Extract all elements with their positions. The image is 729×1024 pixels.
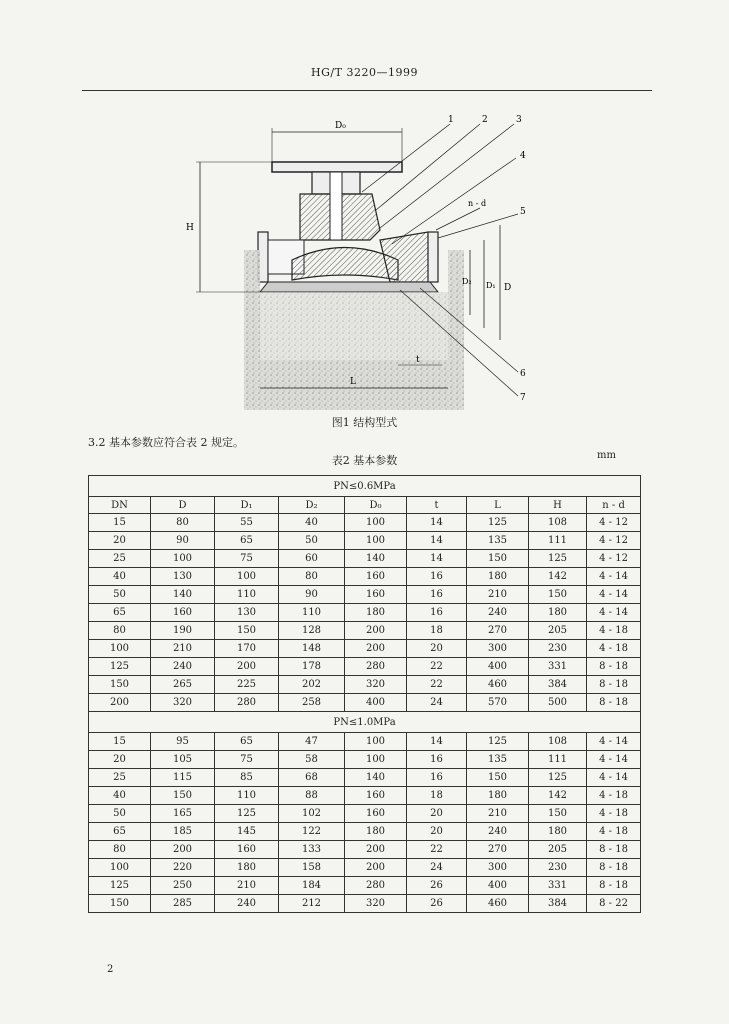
scan-shadow-mid	[260, 292, 448, 360]
table-cell: 58	[279, 751, 345, 769]
table-cell: 4 - 18	[587, 805, 641, 823]
table-cell: 4 - 14	[587, 586, 641, 604]
table-cell: 180	[467, 568, 529, 586]
table-cell: 210	[467, 805, 529, 823]
table-cell: 50	[279, 532, 345, 550]
table-cell: 55	[215, 514, 279, 532]
table-cell: 145	[215, 823, 279, 841]
table-cell: 200	[151, 841, 215, 859]
table-cell: 8 - 18	[587, 841, 641, 859]
table-cell: 400	[467, 658, 529, 676]
section-text: 3.2 基本参数应符合表 2 规定。	[88, 436, 244, 449]
table-cell: 20	[89, 751, 151, 769]
callout-3: 3	[516, 115, 522, 125]
table-cell: 331	[529, 658, 587, 676]
label-nd: n - d	[468, 199, 487, 208]
table-cell: 270	[467, 622, 529, 640]
table-cell: 384	[529, 895, 587, 913]
table-row	[89, 694, 641, 712]
table-cell: 160	[345, 586, 407, 604]
table-cell: 65	[215, 532, 279, 550]
table-cell: 111	[529, 532, 587, 550]
table-cell: 130	[151, 568, 215, 586]
table-cell: 85	[215, 769, 279, 787]
table-cell: 8 - 22	[587, 895, 641, 913]
table-cell: 205	[529, 841, 587, 859]
table-cell: 80	[151, 514, 215, 532]
table-cell: 150	[529, 805, 587, 823]
table-cell: 50	[89, 586, 151, 604]
column-header: L	[467, 497, 529, 514]
table-cell: 22	[407, 676, 467, 694]
table-cell: 50	[89, 805, 151, 823]
table-cell: 160	[151, 604, 215, 622]
figure-caption: 图1 结构型式	[331, 416, 398, 429]
table-cell: 200	[345, 640, 407, 658]
table-cell: 40	[89, 568, 151, 586]
table-row	[89, 733, 641, 751]
table-cell: 135	[467, 751, 529, 769]
valve-structure-figure	[180, 110, 560, 440]
table-cell: 265	[151, 676, 215, 694]
table-cell: 210	[215, 877, 279, 895]
label-h: H	[186, 223, 194, 233]
table-cell: 80	[279, 568, 345, 586]
table-cell: 90	[151, 532, 215, 550]
table-cell: 400	[467, 877, 529, 895]
table-cell: 210	[467, 586, 529, 604]
table-cell: 250	[151, 877, 215, 895]
table-cell: 8 - 18	[587, 676, 641, 694]
table-cell: 180	[529, 604, 587, 622]
table-cell: 180	[215, 859, 279, 877]
column-header: D₀	[345, 497, 407, 514]
table-cell: 125	[89, 877, 151, 895]
table-cell: 20	[407, 823, 467, 841]
leader-5	[438, 214, 518, 238]
table-cell: 75	[215, 751, 279, 769]
table-cell: 140	[345, 550, 407, 568]
label-d: D	[504, 283, 512, 293]
table-cell: 47	[279, 733, 345, 751]
table-cell: 202	[279, 676, 345, 694]
table-cell: 178	[279, 658, 345, 676]
table-cell: 18	[407, 787, 467, 805]
table-cell: 105	[151, 751, 215, 769]
table-cell: 4 - 14	[587, 751, 641, 769]
table-cell: 88	[279, 787, 345, 805]
table-cell: 100	[345, 532, 407, 550]
table-cell: 125	[467, 514, 529, 532]
table-cell: 570	[467, 694, 529, 712]
table-cell: 133	[279, 841, 345, 859]
table-cell: 230	[529, 859, 587, 877]
table-cell: 150	[467, 550, 529, 568]
table-cell: 190	[151, 622, 215, 640]
table-cell: 258	[279, 694, 345, 712]
callout-6: 6	[520, 369, 526, 379]
table-cell: 90	[279, 586, 345, 604]
table-cell: 200	[89, 694, 151, 712]
table-cell: 128	[279, 622, 345, 640]
pressure-class-label: PN≤0.6MPa	[89, 476, 641, 497]
table-cell: 180	[529, 823, 587, 841]
pressure-class-row	[89, 476, 641, 497]
table-row	[89, 676, 641, 694]
table-cell: 140	[345, 769, 407, 787]
table-cell: 150	[529, 586, 587, 604]
callout-1: 1	[448, 115, 454, 125]
table-cell: 25	[89, 769, 151, 787]
table-cell: 95	[151, 733, 215, 751]
table-cell: 230	[529, 640, 587, 658]
table-cell: 400	[345, 694, 407, 712]
table-cell: 142	[529, 787, 587, 805]
table-cell: 110	[215, 586, 279, 604]
table-cell: 240	[467, 604, 529, 622]
table-cell: 40	[89, 787, 151, 805]
table-cell: 225	[215, 676, 279, 694]
table-cell: 20	[89, 532, 151, 550]
table-cell: 280	[345, 877, 407, 895]
table-cell: 4 - 12	[587, 514, 641, 532]
table-cell: 75	[215, 550, 279, 568]
table-row	[89, 514, 641, 532]
table-cell: 4 - 14	[587, 568, 641, 586]
table-cell: 165	[151, 805, 215, 823]
table-cell: 125	[89, 658, 151, 676]
parameters-table-body	[89, 476, 641, 913]
table-row	[89, 805, 641, 823]
table-cell: 16	[407, 568, 467, 586]
table-cell: 320	[345, 676, 407, 694]
table-cell: 180	[345, 823, 407, 841]
table-cell: 65	[89, 823, 151, 841]
table-cell: 100	[215, 568, 279, 586]
lining	[260, 282, 438, 292]
table-cell: 270	[467, 841, 529, 859]
table-cell: 320	[345, 895, 407, 913]
table-cell: 200	[345, 841, 407, 859]
table-cell: 110	[279, 604, 345, 622]
diaphragm	[292, 248, 398, 281]
table-cell: 108	[529, 733, 587, 751]
table-cell: 280	[215, 694, 279, 712]
table-cell: 4 - 14	[587, 733, 641, 751]
column-header: n - d	[587, 497, 641, 514]
table-cell: 4 - 12	[587, 550, 641, 568]
table-cell: 14	[407, 733, 467, 751]
table-cell: 200	[345, 622, 407, 640]
label-d2: D₂	[462, 277, 472, 286]
table-cell: 4 - 18	[587, 787, 641, 805]
table-cell: 8 - 18	[587, 658, 641, 676]
table-cell: 130	[215, 604, 279, 622]
leader-3	[380, 124, 514, 228]
pressure-class-label: PN≤1.0MPa	[89, 712, 641, 733]
table-cell: 18	[407, 622, 467, 640]
table-cell: 24	[407, 859, 467, 877]
table-row	[89, 568, 641, 586]
parameters-table	[88, 475, 641, 913]
table-cell: 125	[215, 805, 279, 823]
table-cell: 60	[279, 550, 345, 568]
table-cell: 4 - 18	[587, 640, 641, 658]
table-cell: 180	[345, 604, 407, 622]
label-l: L	[350, 377, 356, 387]
table-cell: 15	[89, 733, 151, 751]
table-cell: 140	[151, 586, 215, 604]
table-cell: 160	[345, 805, 407, 823]
table-cell: 150	[89, 895, 151, 913]
table-cell: 160	[345, 568, 407, 586]
table-row	[89, 586, 641, 604]
table-cell: 68	[279, 769, 345, 787]
table-cell: 26	[407, 877, 467, 895]
table-cell: 4 - 18	[587, 622, 641, 640]
table-cell: 14	[407, 550, 467, 568]
table-cell: 150	[215, 622, 279, 640]
label-d1: D₁	[486, 281, 496, 290]
table-cell: 184	[279, 877, 345, 895]
callout-5: 5	[520, 207, 526, 217]
table-cell: 285	[151, 895, 215, 913]
table-cell: 8 - 18	[587, 694, 641, 712]
column-header: t	[407, 497, 467, 514]
column-header: DN	[89, 497, 151, 514]
table-row	[89, 841, 641, 859]
table-cell: 185	[151, 823, 215, 841]
page-number: 2	[107, 964, 114, 975]
table-cell: 331	[529, 877, 587, 895]
table-cell: 500	[529, 694, 587, 712]
table-cell: 4 - 12	[587, 532, 641, 550]
table-row	[89, 769, 641, 787]
valve-drawing	[180, 110, 560, 440]
table-cell: 160	[215, 841, 279, 859]
table-cell: 300	[467, 859, 529, 877]
table-cell: 100	[345, 733, 407, 751]
table-cell: 14	[407, 514, 467, 532]
column-header-row	[89, 497, 641, 514]
header-rule	[82, 90, 652, 91]
table-cell: 110	[215, 787, 279, 805]
table-cell: 210	[151, 640, 215, 658]
stem	[330, 172, 342, 240]
handwheel	[272, 162, 402, 172]
table-cell: 65	[89, 604, 151, 622]
table-cell: 100	[345, 751, 407, 769]
column-header: H	[529, 497, 587, 514]
table-row	[89, 622, 641, 640]
table-cell: 320	[151, 694, 215, 712]
table-cell: 460	[467, 676, 529, 694]
table-cell: 240	[151, 658, 215, 676]
table-cell: 384	[529, 676, 587, 694]
pressure-class-row	[89, 712, 641, 733]
unit-label: mm	[597, 450, 616, 461]
table-cell: 4 - 14	[587, 769, 641, 787]
column-header: D	[151, 497, 215, 514]
table-cell: 200	[215, 658, 279, 676]
table-cell: 108	[529, 514, 587, 532]
table-cell: 122	[279, 823, 345, 841]
table-cell: 4 - 14	[587, 604, 641, 622]
table-cell: 22	[407, 841, 467, 859]
table-cell: 111	[529, 751, 587, 769]
table-cell: 80	[89, 622, 151, 640]
table-cell: 16	[407, 586, 467, 604]
table-cell: 20	[407, 640, 467, 658]
table-cell: 220	[151, 859, 215, 877]
table-cell: 100	[89, 859, 151, 877]
table-row	[89, 550, 641, 568]
table-cell: 150	[151, 787, 215, 805]
table-cell: 20	[407, 805, 467, 823]
table-cell: 200	[345, 859, 407, 877]
table-cell: 16	[407, 604, 467, 622]
table-row	[89, 787, 641, 805]
table-cell: 148	[279, 640, 345, 658]
table-cell: 100	[89, 640, 151, 658]
table-row	[89, 859, 641, 877]
table-cell: 135	[467, 532, 529, 550]
table-cell: 205	[529, 622, 587, 640]
table-cell: 125	[529, 550, 587, 568]
table-row	[89, 823, 641, 841]
table-cell: 25	[89, 550, 151, 568]
table-cell: 142	[529, 568, 587, 586]
table-cell: 158	[279, 859, 345, 877]
table-cell: 125	[467, 733, 529, 751]
table-cell: 102	[279, 805, 345, 823]
table-cell: 65	[215, 733, 279, 751]
table-row	[89, 877, 641, 895]
callout-2: 2	[482, 115, 488, 125]
page-header: HG/T 3220—1999	[311, 66, 418, 79]
table-title: 表2 基本参数	[331, 454, 398, 467]
table-cell: 4 - 18	[587, 823, 641, 841]
table-cell: 150	[89, 676, 151, 694]
table-cell: 16	[407, 751, 467, 769]
table-cell: 40	[279, 514, 345, 532]
table-cell: 300	[467, 640, 529, 658]
table-cell: 150	[467, 769, 529, 787]
leader-1	[362, 124, 450, 192]
table-cell: 24	[407, 694, 467, 712]
table-cell: 460	[467, 895, 529, 913]
column-header: D₂	[279, 497, 345, 514]
table-cell: 80	[89, 841, 151, 859]
label-t: t	[416, 355, 420, 365]
table-cell: 8 - 18	[587, 859, 641, 877]
label-d0: D₀	[335, 121, 346, 131]
callout-4: 4	[520, 151, 526, 161]
table-cell: 180	[467, 787, 529, 805]
table-cell: 8 - 18	[587, 877, 641, 895]
table-cell: 16	[407, 769, 467, 787]
table-cell: 170	[215, 640, 279, 658]
table-cell: 240	[467, 823, 529, 841]
table-cell: 26	[407, 895, 467, 913]
table-cell: 240	[215, 895, 279, 913]
table-row	[89, 751, 641, 769]
table-cell: 280	[345, 658, 407, 676]
table-cell: 125	[529, 769, 587, 787]
leader-nd	[436, 208, 480, 230]
table-cell: 100	[151, 550, 215, 568]
table-cell: 115	[151, 769, 215, 787]
table-row	[89, 604, 641, 622]
right-flange	[428, 232, 438, 282]
table-cell: 160	[345, 787, 407, 805]
table-row	[89, 658, 641, 676]
table-row	[89, 532, 641, 550]
table-row	[89, 640, 641, 658]
table-cell: 14	[407, 532, 467, 550]
table-cell: 15	[89, 514, 151, 532]
table-cell: 22	[407, 658, 467, 676]
callout-7: 7	[520, 393, 526, 403]
table-row	[89, 895, 641, 913]
column-header: D₁	[215, 497, 279, 514]
table-cell: 100	[345, 514, 407, 532]
table-cell: 212	[279, 895, 345, 913]
